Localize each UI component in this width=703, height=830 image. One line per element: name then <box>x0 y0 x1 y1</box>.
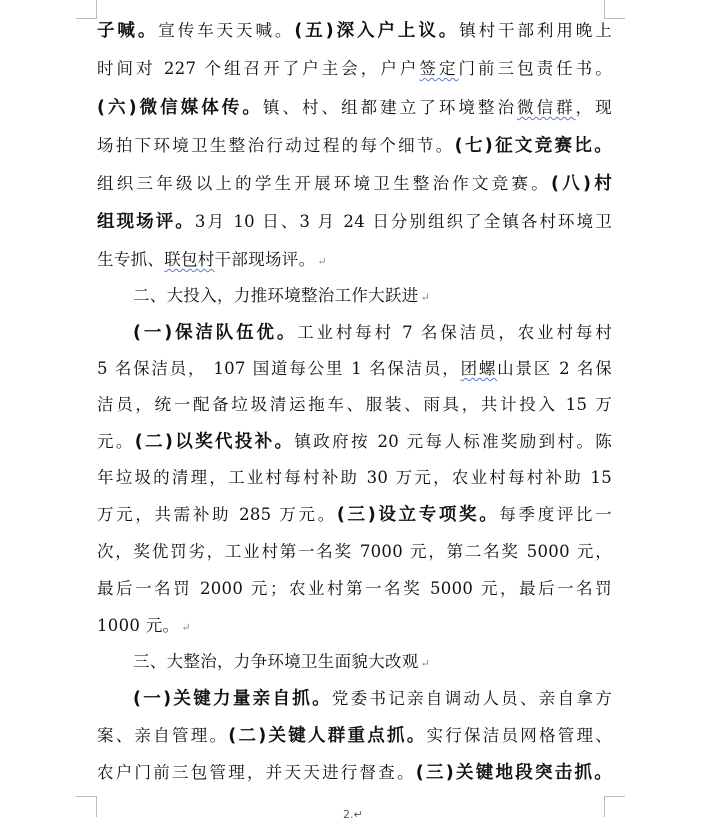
text-line <box>97 50 612 88</box>
body-text: 最后一名罚 2000 元；农业村第一名奖 5000 元，最后一名罚 <box>97 579 612 598</box>
section-heading: (七)征文竞赛比。 <box>454 136 612 156</box>
text-line <box>97 165 612 203</box>
section-heading: (一)保洁队伍优。 <box>133 323 298 343</box>
body-text: 时间对 227 个组召开了户主会，户户 <box>97 59 420 78</box>
body-text: 5 名保洁员， 107 国道每公里 1 名保洁员， <box>97 359 461 378</box>
text-line <box>97 533 612 571</box>
body-text: 山景区 2 名保 <box>497 359 612 378</box>
body-text: 元。 <box>97 432 135 451</box>
body-text: 组织三年级以上的学生开展环境卫生整治作文竞赛。 <box>97 174 551 193</box>
body-text: 党委书记亲自调动人员、亲自拿方 <box>331 689 612 708</box>
page-number: 2.↵ <box>343 808 363 821</box>
text-line <box>97 12 612 50</box>
crop-mark-top-left <box>76 0 97 19</box>
section-heading: (三)设立专项奖。 <box>336 505 500 525</box>
body-text: 3月 10 日、3 月 24 日分别组织了全镇各村环境卫 <box>194 212 612 231</box>
paragraph-mark-icon: ↵ <box>181 621 191 634</box>
text-line <box>97 203 612 241</box>
chapter-heading: 三、大整治，力争环境卫生面貌大改观 <box>133 652 419 671</box>
text-line <box>97 680 612 718</box>
body-text: ，现 <box>575 98 612 117</box>
section-heading: (二)关键人群重点抓。 <box>228 726 427 746</box>
chapter-heading: 二、大投入，力推环境整治工作大跃进 <box>133 286 419 305</box>
paragraph-mark-icon: ↵ <box>317 255 327 268</box>
text-line <box>97 423 612 461</box>
text-line <box>97 314 612 352</box>
body-text: 万元，共需补助 285 万元。 <box>97 505 337 524</box>
crop-mark-bottom-left <box>76 796 97 817</box>
body-text: 场拍下环境卫生整治行动过程的每个细节。 <box>97 136 455 155</box>
paragraph-mark-icon: ↵ <box>420 657 431 670</box>
section-heading: (八)村 <box>550 174 612 194</box>
body-text: 次，奖优罚劣，工业村第一名奖 7000 元，第二名奖 5000 元， <box>97 542 612 561</box>
text-line <box>97 607 612 645</box>
body-text: 宣传车天天喊。 <box>158 21 295 40</box>
text-line <box>97 127 612 165</box>
text-line <box>97 717 612 755</box>
heading-line <box>97 643 612 681</box>
spellcheck-text: 微信群 <box>517 98 576 117</box>
body-text: 镇政府按 20 元每人标准奖励到村。陈 <box>294 432 612 451</box>
spellcheck-text: 签定 <box>419 59 459 78</box>
section-heading: (六)微信媒体传。 <box>97 98 263 118</box>
body-text: 干部现场评。 <box>214 250 316 269</box>
section-heading: (五)深入户上议。 <box>294 21 460 41</box>
body-text: 洁员，统一配备垃圾清运拖车、服装、雨具，共计投入 15 万 <box>97 395 612 414</box>
body-text: 镇村干部利用晚上 <box>459 21 612 40</box>
body-text: 生专抓、 <box>97 250 165 269</box>
body-text: 农户门前三包管理，并天天进行督查。 <box>97 763 416 782</box>
section-heading: (二)以奖代投补。 <box>134 432 295 452</box>
body-text: 年垃圾的清理，工业村每村补助 30 万元，农业村每村补助 15 <box>97 468 612 487</box>
crop-mark-bottom-right <box>604 796 625 817</box>
section-heading: (一)关键力量亲自抓。 <box>133 689 332 709</box>
text-line <box>97 570 612 608</box>
text-line <box>97 754 612 792</box>
body-text: 实行保洁员网格管理、 <box>426 726 612 745</box>
body-text: 每季度评比一 <box>499 505 612 524</box>
text-line <box>97 386 612 424</box>
body-text: 门前三包责任书。 <box>458 59 612 78</box>
text-line <box>97 459 612 497</box>
body-text: 工业村每村 7 名保洁员，农业村每村 <box>297 323 612 342</box>
body-text: 案、亲自管理。 <box>97 726 229 745</box>
text-line <box>97 496 612 534</box>
section-heading: (三)关键地段突击抓。 <box>415 763 612 783</box>
spellcheck-text: 联包村 <box>164 250 215 269</box>
bold-text: 子喊。 <box>97 21 159 41</box>
spellcheck-text: 团螺 <box>460 359 498 378</box>
text-line <box>97 350 612 388</box>
section-heading: 组现场评。 <box>97 212 195 232</box>
paragraph-mark-icon: ↵ <box>420 291 431 304</box>
text-line <box>97 89 612 127</box>
body-text: 1000 元。 <box>97 616 180 635</box>
heading-line <box>97 277 612 315</box>
text-line <box>97 241 612 279</box>
body-text: 镇、村、组都建立了环境整治 <box>262 98 517 117</box>
